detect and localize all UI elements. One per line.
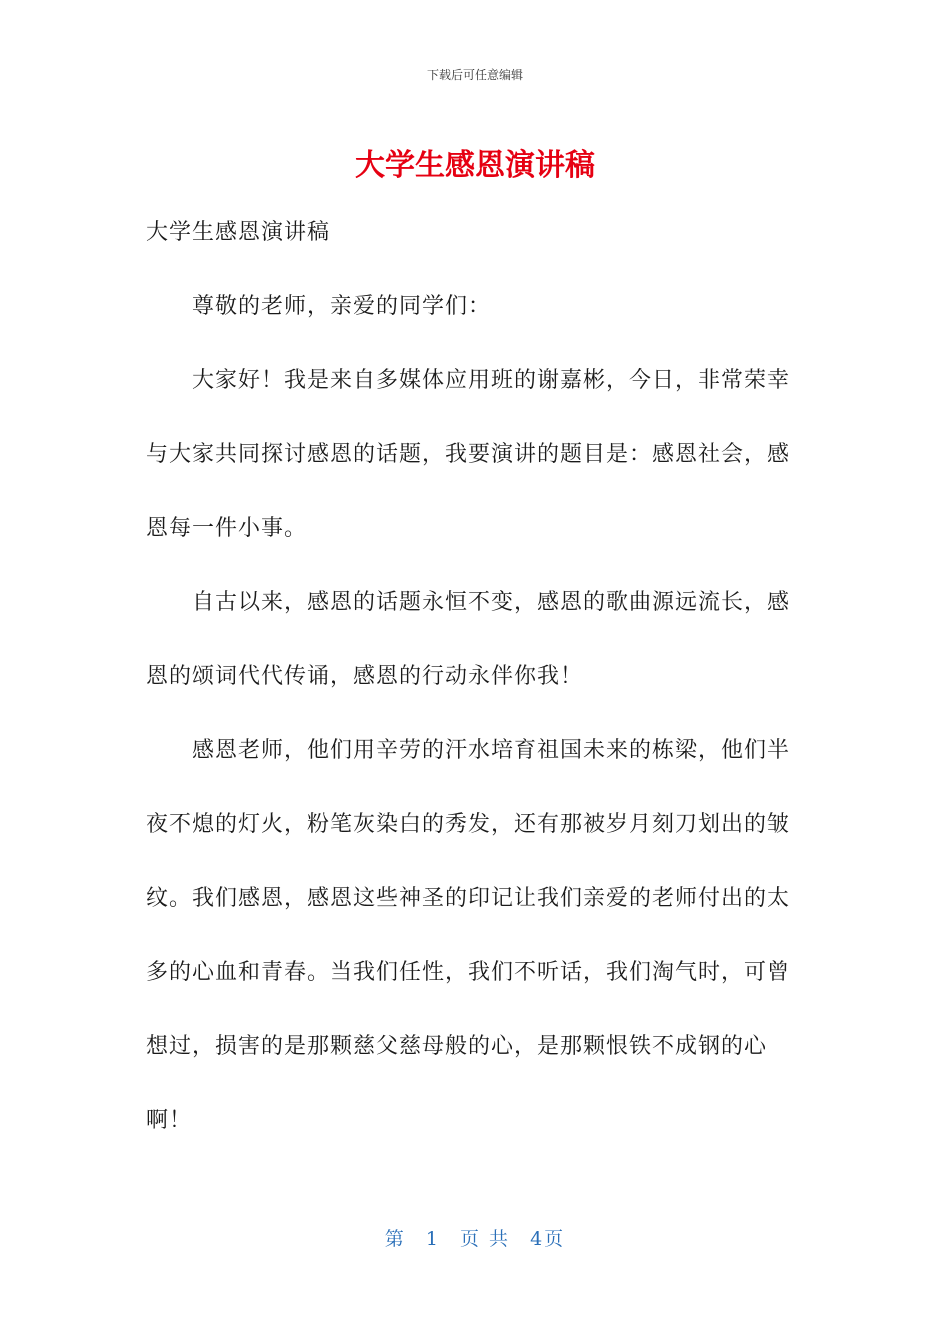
paragraph: 大家好！我是来自多媒体应用班的谢嘉彬，今日，非常荣幸与大家共同探讨感恩的话题，我要演讲的题目是：感恩社会，感恩每一件小事。 (146, 368, 791, 541)
document-title: 大学生感恩演讲稿 (355, 148, 595, 183)
header-note: 下载后可任意编辑 (426, 68, 523, 82)
footer-middle: 页 共 (460, 1228, 511, 1250)
document-body (146, 196, 806, 1158)
paragraph-salutation: 尊敬的老师，亲爱的同学们： (192, 294, 492, 319)
paragraph: 自古以来，感恩的话题永恒不变，感恩的歌曲源远流长，感恩的颂词代代传诵，感恩的行动永伴你我！ (146, 590, 791, 689)
paragraph-heading: 大学生感恩演讲稿 (146, 220, 331, 245)
footer-current-page: 1 (425, 1228, 440, 1250)
paragraph: 感恩老师，他们用辛劳的汗水培育祖国未来的栋梁，他们半夜不熄的灯火，粉笔灰染白的秀发，还有那被岁月刻刀划出的皱纹。我们感恩，感恩这些神圣的印记让我们亲爱的老师付出的太多的心血和青春。当我们任性，我们不听话，我们淘气时，可曾想过，损害的是那颗慈父慈母般的心，是那颗恨铁不成钢的心啊！ (146, 738, 791, 1133)
footer-prefix: 第 (384, 1228, 406, 1250)
page-number-footer (0, 1224, 950, 1251)
footer-total-pages: 4页 (530, 1228, 566, 1250)
